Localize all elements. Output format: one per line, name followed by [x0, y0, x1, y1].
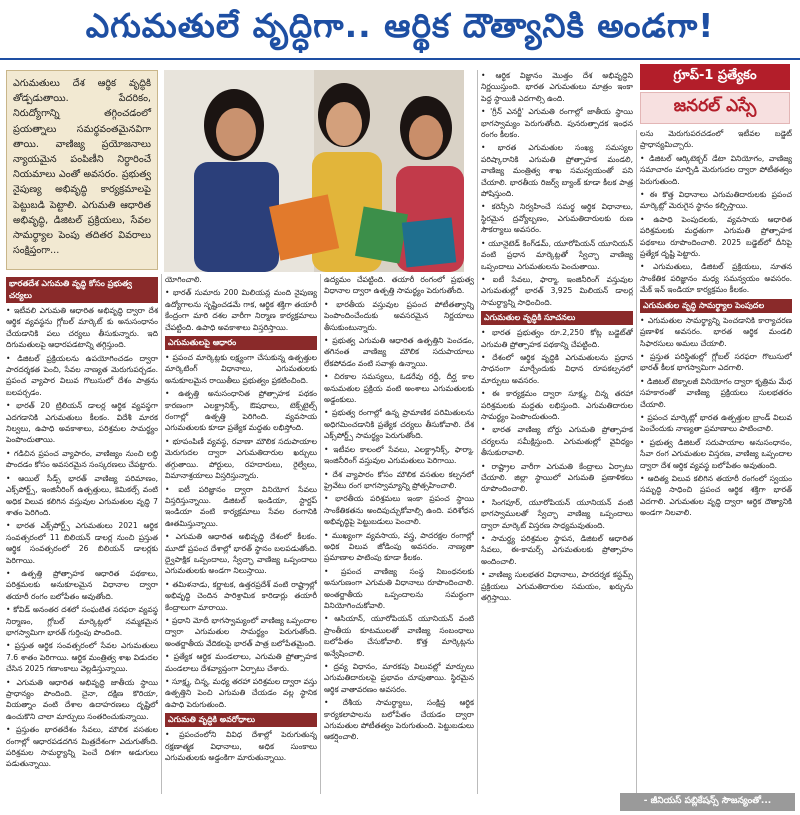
article-paragraph: • భారత ఎగుమతుల సంఖ్య సమస్యల పరిష్కారానికి ఎగుమతి ప్రోత్సాహక మండలి, వాణిజ్య మంత్రిత్వ శాఖ సమన్వయంతో పని చేయాలి. భారతీయ రిజర్వ్ బ్యాంక్ కూడా కీలక పాత్ర పోషిస్తుంది. [481, 143, 633, 199]
article-paragraph: • కరెన్సీని నిర్వహించే సమర్థ ఆర్థిక విధానాలు, స్థిరమైన ద్రవ్యోల్బణం, ఎగుమతిదారులకు రుణ సౌకర్యాలు అవసరం. [481, 202, 633, 235]
article-paragraph: • ప్రపంచంలోని వివిధ దేశాల్లో పెరుగుతున్న రక్షణాత్మక విధానాలు, అధిక సుంకాలు ఎగుమతులకు అడ్డంకిగా మారుతున్నాయి. [165, 730, 317, 763]
article-paragraph: • ప్రభుత్వ ఎగుమతి ఆధారిత ఉత్పత్తిని పెంచడం, తగినంత వాణిజ్య మౌలిక సదుపాయాలు లేకపోవడం వంటి సవాళ్లు ఉన్నాయి. [324, 336, 474, 368]
article-paragraph: • ప్రభుత్వ రంగాల్లో ఉన్న ప్రామాణిక పరిమితులను అధిగమించడానికి ప్రత్యేక చర్యలు తీసుకోవాలి. దేశ ఎక్స్‌పోర్ట్స్ సామర్థ్యం పెరుగుతోంది. [324, 408, 474, 441]
article-paragraph: • దేశ వ్యాపారం కోసం మౌలిక వసతుల కల్పనలో ప్రైవేటు రంగ భాగస్వామ్యాన్ని ప్రోత్సహించాలి. [324, 469, 474, 490]
section-subheading: భారతదేశ ఎగుమతి వృద్ధి కోసం ప్రభుత్వ చర్యలు [6, 277, 158, 303]
article-headline: ఎగుమతులే వృద్ధిగా.. ఆర్థిక దౌత్యానికి అండగా! [0, 0, 800, 60]
article-paragraph: • భారత ఎక్స్‌పోర్ట్స్ ఎగుమతులు 2021 ఆర్థిక సంవత్సరంలో 11 బిలియన్ డాలర్ల నుంచి ప్రస్తుత ఆర్థిక సంవత్సరంలో 26 బిలియన్ డాలర్లకు పెరిగాయి. [6, 521, 158, 565]
article-column-4 [481, 70, 633, 794]
article-paragraph: • ఆయిల్ సీడ్స్ భారత్ వాణిజ్య పరిమాణం, ఎక్స్‌పోర్ట్స్, ఇంజినీరింగ్ ఉత్పత్తులు, కెమికల్స్ వంటి అధిక విలువ కలిగిన వస్తువుల ఎగుమతుల వృద్ధి 7 శాతం పెరిగింది. [6, 473, 158, 517]
article-paragraph: • ఎగుమతుల సామర్థ్యాన్ని పెంచడానికి కార్యాచరణ ప్రణాళిక అవసరం. భారత ఆర్థిక మండలి సిఫారసులు అమలు చేయాలి. [640, 315, 792, 348]
publisher-credit: - జీనియస్ పబ్లికేషన్స్ సౌజన్యంతో... [620, 793, 795, 811]
column-divider [161, 274, 162, 794]
article-photo [164, 70, 464, 272]
article-paragraph: • ఉపాధి పెంపుదలకు, వ్యవసాయ ఆధారిత పరిశ్రమలకు మద్దతుగా ఎగుమతి ప్రోత్సాహక పథకాలు రూపొందించాలి. 2025 బడ్జెట్‌లో దీనిపై ప్రత్యేక దృష్టి పెట్టారు. [640, 214, 792, 259]
article-column-5 [640, 128, 792, 790]
article-paragraph: • 'గ్రీన్ ఎనర్జీ' ఎగుమతి రంగాల్లో జాతీయ స్థాయి భాగస్వామ్యం పెరుగుతోంది. పునరుత్పాదక ఇంధన రంగం కీలకం. [481, 107, 633, 140]
article-paragraph: • ప్రధాని మోదీ భాగస్వామ్యంలో వాణిజ్య ఒప్పందాల ద్వారా ఎగుమతుల సామర్థ్యం పెరుగుతోంది. అంతర్జాతీయ వేదికలపై భారత్ పాత్ర బలోపేతమైంది. [165, 615, 317, 648]
article-paragraph: • ఎగుమతి ఆధారిత అభివృద్ధి జాతీయ స్థాయి ప్రాధాన్యం పొందింది. చైనా, దక్షిణ కొరియా, వియత్నాం వంటి దేశాల ఉదాహరణలు దృష్టిలో ఉంచుకొని చాలా మార్పులు సంతరించుకున్నాయి. [6, 677, 158, 721]
article-paragraph: లను మెరుగుపరచడంలో ఇటీవల బడ్జెట్ ప్రాధాన్యమిచ్చారు. [640, 129, 792, 150]
article-paragraph: • ప్రస్తుతం భారతదేశం సేవలు, మౌలిక వసతుల రంగాల్లో ఆధారపడదగిన మిత్రదేశంగా ఎదుగుతోంది. పరిశ్రమల సామర్థ్యాన్ని పెంచే దిశగా అడుగులు పడుతున్నాయి. [6, 725, 158, 769]
article-paragraph: • భారత్ సుమారు 200 మిలియన్ల మంది నైపుణ్య ఉద్యోగాలను సృష్టించడమే గాక, ఆర్థిక శక్తిగా తయారీ కేంద్రంగా మారి దశల వారీగా నిర్మాణ కార్యక్రమాలు చేపట్టింది. ఉపాధి అవకాశాలు విస్తరిస్తాయి. [165, 288, 317, 332]
article-paragraph: • ప్రస్తుత పరిస్థితుల్లో గ్లోబల్ సరఫరా గొలుసులో భారత్ కీలక భాగస్వామిగా ఎదగాలి. [640, 351, 792, 373]
section-subheading: ఎగుమతుల వృద్ధికి సూచనలు [481, 311, 633, 325]
article-paragraph: • తమిళనాడు, కర్ణాటక, ఉత్తరప్రదేశ్ వంటి రాష్ట్రాల్లో అభివృద్ధి చెందిన పారిశ్రామిక కారిడార్లు తయారీ కేంద్రాలుగా మారాయి. [165, 579, 317, 612]
article-paragraph: • ఎగుమతులు, డిజిటల్ ప్రక్రియలు, నూతన సాంకేతిక పరిజ్ఞానం మధ్య సమన్వయం అవసరం. మేక్ ఇన్ ఇండియా కార్యక్రమం కీలకం. [640, 262, 792, 295]
article-paragraph: • ఆర్థిక విజ్ఞానం మొత్తం దేశ అభివృద్ధిని నిర్ణయిస్తుంది. భారత ఎగుమతులు మాత్రం ఇంకా పెద్ద స్థాయికి ఎదగాల్సి ఉంది. [481, 71, 633, 103]
article-paragraph: • ముఖ్యంగా వ్యవసాయ, వస్త్ర, పాదరక్షల రంగాల్లో అధిక విలువ జోడింపు అవసరం. నాణ్యతా ప్రమాణాల పాటింపు కూడా కీలకం. [324, 530, 474, 563]
article-paragraph: • ఈ కార్యక్రమం ద్వారా సూక్ష్మ, చిన్న తరహా పరిశ్రమలకు మద్దతు లభిస్తుంది. ఎగుమతిదారుల సామర్థ్యం పెంపొందుతుంది. [481, 389, 633, 421]
article-paragraph: • సింగపూర్, యూరోపియన్ యూనియన్ వంటి భాగస్వాములతో స్వేచ్ఛా వాణిజ్య ఒప్పందాలు ద్వారా మార్కెట్ విస్తరణ సాధ్యమవుతుంది. [481, 497, 633, 530]
article-paragraph: • భారత ప్రభుత్వం రూ.2,250 కోట్ల బడ్జెట్‌తో ఎగుమతి ప్రోత్సాహక పథకాన్ని చేపట్టింది. [481, 328, 633, 349]
article-paragraph: • భారతీయ వస్తువుల ప్రపంచ పోటీతత్వాన్ని పెంపొందించేందుకు అవసరమైన నిర్ణయాలు తీసుకుంటున్నారు. [324, 299, 474, 332]
section-subheading: ఎగుమతులపై ఆధారం [165, 336, 317, 350]
article-paragraph: • వాణిజ్య సులభతర విధానాలు, పారదర్శక కస్టమ్స్ ప్రక్రియలు ఎగుమతిదారుల సమయం, ఖర్చును తగ్గిస్తాయి. [481, 570, 633, 603]
article-paragraph: • ప్రపంచ మార్కెట్లో భారత ఉత్పత్తుల బ్రాండ్ విలువ పెంచేందుకు నాణ్యతా ప్రమాణాలు పాటించాలి. [640, 412, 792, 434]
students-reading-image [164, 70, 464, 272]
article-paragraph: ఉద్యమం చేపట్టింది. తయారీ రంగంలో ప్రభుత్వ విధానాల ద్వారా ఉత్పత్తి సామర్థ్యం పెరుగుతోంది. [324, 275, 474, 296]
article-paragraph: • సూక్ష్మ, చిన్న, మధ్య తరహా పరిశ్రమల ద్వారా వస్తు ఉత్పత్తిని పెంచి ఎగుమతి చేయడం వల్ల స్థానిక ఉపాధి పెరుగుతుంది. [165, 677, 317, 709]
article-paragraph: • డిజిటల్ ప్రక్రియలను ఉపయోగించడం ద్వారా పారదర్శకత పెంచి, సేవల నాణ్యత మెరుగుపర్చడం. ప్రపంచ వ్యాపార విలువ గొలుసులో దేశం పాత్రను బలపర్చడం. [6, 353, 158, 397]
article-paragraph: • ప్రస్తుత ఆర్థిక సంవత్సరంలో సేవల ఎగుమతులు 7.6 శాతం పెరిగాయి. ఆర్థిక మంత్రిత్వ శాఖ విడుదల చేసిన 2025 గణాంకాలు వెల్లడిస్తున్నాయి. [6, 641, 158, 674]
article-paragraph: • కోవిడ్ అనంతర దశలో సంఘటిత సరఫరా వ్యవస్థ నిర్మాణం, గ్లోబల్ మార్కెట్లలో నమ్మకమైన భాగస్వామిగా భారత్ గుర్తింపు పొందింది. [6, 605, 158, 637]
article-paragraph: • చిరకాల సమస్యలు, ఓడరేవు రద్దీ, దీర్ఘ కాల అనుమతుల ప్రక్రియ వంటి అంశాలు ఎగుమతులకు అడ్డంకులు. [324, 372, 474, 405]
article-paragraph: • భూపంపిణీ వ్యవస్థ, రవాణా మౌలిక సదుపాయాల మెరుగుదల ద్వారా ఎగుమతిదారుల ఖర్చులు తగ్గుతాయి. పోర్టులు, రహదారులు, రైల్వేలు, విమానాశ్రయాలు విస్తరిస్తున్నారు. [165, 436, 317, 481]
section-subheading: ఎగుమతుల వృద్ధి సామర్థ్యాల పెంపుదల [640, 299, 792, 313]
column-divider [320, 274, 321, 794]
general-essay-badge: జనరల్ ఎస్సే [640, 92, 790, 124]
article-paragraph: • ద్రవ్య విధానం, మారకపు విలువల్లో మార్పులు ఎగుమతిదారులపై ప్రభావం చూపుతాయి. స్థిరమైన ఆర్థిక వాతావరణం అవసరం. [324, 662, 474, 694]
article-paragraph: • ప్రత్యేక ఆర్థిక మండలాలు, ఎగుమతి ప్రోత్సాహక మండలాలు దేశవ్యాప్తంగా ఏర్పాటు చేశారు. [165, 652, 317, 673]
article-column-1 [6, 274, 158, 794]
article-paragraph: • గడిచిన ప్రపంచ వ్యాపారం, వాణిజ్యం నుంచి లబ్ధి పొందడం కోసం అవసరమైన సంస్కరణలు చేపట్టారు. [6, 448, 158, 470]
intro-summary-box: ఎగుమతులు దేశ ఆర్థిక వృద్ధికి తోడ్పడుతాయి. పేదరికం, నిరుద్యోగాన్ని తగ్గించడంలో ప్రయత్నాలు సమర్థవంతమైనవిగా తాయి. వాణిజ్య ప్రయోజనాలు న్యాయమైన పంపిణీని నిర్ధారించే నియమాలు ఎంతో అవసరం. ప్రభుత్వ నైపుణ్య అభివృద్ధి కార్యక్రమాలపై పెట్టుబడి పెట్టాలి. ఎగుమతి ఆధారిత అభివృద్ధి, డిజిటల్ ప్రక్రియలు, సేవల సామర్థ్యాల పెంపు తదితర వివరాలు సంక్షిప్తంగా... [6, 70, 158, 270]
section-subheading: ఎగుమతి వృద్ధికి అవరోధాలు [165, 713, 317, 727]
article-paragraph: • డిజిటల్ ఆర్కిటెక్చర్ డేటా వినియోగం, వాణిజ్య సమాచారం మార్పిడి మెరుగుదల ద్వారా పోటీతత్వం పెరుగుతుంది. [640, 153, 792, 186]
article-paragraph: • ప్రపంచ వాణిజ్య సంస్థ నిబంధనలకు అనుగుణంగా ఎగుమతి విధానాలు రూపొందించాలి. అంతర్జాతీయ ఒప్పందాలను సమర్థంగా వినియోగించుకోవాలి. [324, 566, 474, 610]
article-paragraph: • యూనైటెడ్ కింగ్‌డమ్, యూరోపియన్ యూనియన్ వంటి ప్రధాన మార్కెట్లతో స్వేచ్ఛా వాణిజ్య ఒప్పందాలు ఎగుమతులను పెంచుతాయి. [481, 238, 633, 271]
article-column-2 [165, 274, 317, 794]
article-paragraph: • ఇటీవలి ఎగుమతి ఆధారిత అభివృద్ధి ద్వారా దేశ ఆర్థిక వ్యవస్థను గ్లోబల్ మార్కెట్ కు అనుసంధానం చేయడానికి పలు చర్యలు తీసుకున్నారు. ఇది దిగుమతులపై ఆధారపడటాన్ని తగ్గిస్తుంది. [6, 306, 158, 350]
article-paragraph: • ఉత్పత్తి ప్రోత్సాహక ఆధారిత పథకాలు, పరిశ్రమలకు అనుకూలమైన విధానాల ద్వారా తయారీ రంగం బలోపేతం అవుతోంది. [6, 568, 158, 601]
article-paragraph: • ఐటీ పరిజ్ఞానం ద్వారా వినియోగ సేవలు విస్తరిస్తున్నాయి. డిజిటల్ ఇండియా, స్టార్టప్ ఇండియా వంటి కార్యక్రమాలు సేవల రంగానికి ఊతమిస్తున్నాయి. [165, 484, 317, 528]
article-paragraph: • ప్రభుత్వ డిజిటల్ సదుపాయాల అనుసంధానం, సేవా రంగ ఎగుమతుల విస్తరణ, వాణిజ్య ఒప్పందాల ద్వారా దేశ ఆర్థిక వ్యవస్థ బలోపేతం అవుతుంది. [640, 437, 792, 470]
article-paragraph: • భారత వాణిజ్య బోర్డు ఎగుమతి ప్రోత్సాహక చర్యలను సమీక్షిస్తుంది. ఎగుమతుల్లో వైవిధ్యం తీసుకురావాలి. [481, 425, 633, 458]
group1-special-badge: గ్రూప్-1 ప్రత్యేకం [640, 64, 790, 90]
article-paragraph: • ప్రపంచ మార్కెట్లకు లక్ష్యంగా చేసుకున్న ఉత్పత్తుల మార్కెటింగ్ విధానాలు, ఎగుమతులకు అనుకూలమైన రాయితీలు ప్రభుత్వం ప్రకటించింది. [165, 353, 317, 385]
column-divider [636, 130, 637, 794]
article-paragraph: • భారత్ 20 ట్రిలియన్ డాలర్ల ఆర్థిక వ్యవస్థగా ఎదగడానికి ఎగుమతులు కీలకం. విదేశీ మారక నిల్వలు, ఉపాధి అవకాశాలు, పరిశ్రమల సామర్థ్యం పెంపొందుతాయి. [6, 401, 158, 445]
article-paragraph: • ఐటీ సేవలు, ఫార్మా, ఇంజినీరింగ్ వస్తువుల ఎగుమతుల్లో భారత్ 3,925 మిలియన్ డాలర్ల సామర్థ్యాన్ని సాధించింది. [481, 274, 633, 307]
article-paragraph: • సామర్థ్య పరిశ్రమల స్థాపన, డిజిటల్ ఆధారిత సేవలు, ఈ-కామర్స్ ఎగుమతులకు ప్రోత్సాహం అందించాలి. [481, 534, 633, 566]
article-paragraph: • భారతీయ పరిశ్రమలు ఇంకా ప్రపంచ స్థాయి సాంకేతికతను అందిపుచ్చుకోవాల్సి ఉంది. పరిశోధన అభివృద్ధిపై పెట్టుబడులు పెంచాలి. [324, 494, 474, 527]
article-paragraph: • ఇటీవల కాలంలో సేవలు, ఎలక్ట్రానిక్స్, ఫార్మా, ఇంజినీరింగ్ వస్తువుల ఎగుమతులు పెరిగాయి. [324, 444, 474, 466]
article-paragraph: • ఈ కొత్త విధానాలు ఎగుమతిదారులకు ప్రపంచ మార్కెట్లో మెరుగైన స్థానం కల్పిస్తాయి. [640, 190, 792, 211]
article-paragraph: • డిజిటల్ టెక్నాలజీ వినియోగం ద్వారా కృత్రిమ మేధ సహకారంతో వాణిజ్య ప్రక్రియలు సులభతరం చేయాలి. [640, 376, 792, 409]
article-paragraph: • ఆదిత్య విలువ కలిగిన తయారీ రంగంలో స్వయం సమృద్ధి సాధించి ప్రపంచ ఆర్థిక శక్తిగా భారత్ ఎదగాలి. ఎగుమతుల వృద్ధి ద్వారా ఆర్థిక దౌత్యానికి అండగా నిలవాలి. [640, 473, 792, 518]
article-paragraph: • ఆసియాన్, యూరోపియన్ యూనియన్ వంటి ప్రాంతీయ కూటములతో వాణిజ్య సంబంధాలు బలోపేతం చేసుకోవాలి. కొత్త మార్కెట్లను అన్వేషించాలి. [324, 614, 474, 658]
article-paragraph: • రాష్ట్రాల వారీగా ఎగుమతి కేంద్రాలు ఏర్పాటు చేయాలి. జిల్లా స్థాయిలో ఎగుమతి ప్రణాళికలు రూపొందించాలి. [481, 461, 633, 494]
article-paragraph: • ఎగుమతి ఆధారిత అభివృద్ధి దేశంలో కీలకం. మూడో ప్రపంచ దేశాల్లో భారత్ స్థానం బలపడుతోంది. ద్వైపాక్షిక ఒప్పందాలు, స్వేచ్ఛా వాణిజ్య ఒప్పందాలు ఎగుమతులకు అండగా నిలుస్తాయి. [165, 532, 317, 576]
article-paragraph: • దేశంలో ఆర్థిక వృద్ధికి ఎగుమతులను ప్రధాన సాధనంగా మార్చేందుకు విధాన రూపకల్పనలో మార్పులు అవసరం. [481, 352, 633, 385]
article-paragraph: • దేశీయ సామర్థ్యాలు, సంక్షిప్త ఆర్థిక కార్యకలాపాలను బలోపేతం చేయడం ద్వారా ఎగుమతుల పోటీతత్వం పెరుగుతుంది. పెట్టుబడులు ఆకర్షించాలి. [324, 698, 474, 742]
article-column-3 [324, 274, 474, 794]
column-divider [477, 70, 478, 794]
article-paragraph: యోగించాలి. [165, 275, 202, 284]
article-paragraph: • ఉత్పత్తి అనుసంధానిత ప్రోత్సాహక పథకం కారణంగా ఎలక్ట్రానిక్స్, ఔషధాలు, టెక్స్‌టైల్స్ రంగాల్లో ఉత్పత్తి పెరిగింది. వ్యవసాయ ఎగుమతులకు కూడా ప్రత్యేక మద్దతు లభిస్తోంది. [165, 389, 317, 433]
